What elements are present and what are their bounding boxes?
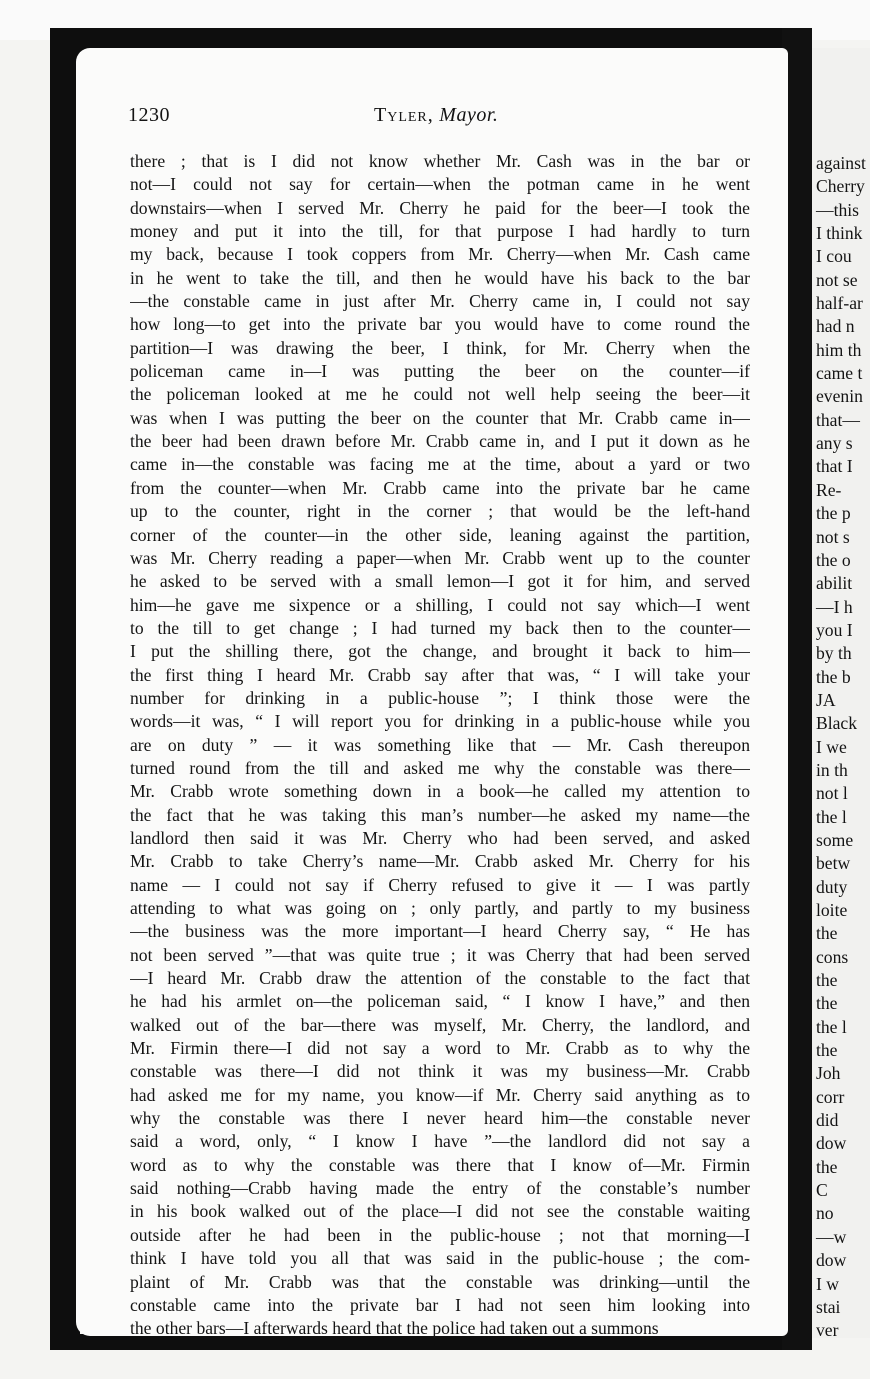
facing-page-line: duty <box>816 876 848 897</box>
text-line: name — I could not say if Cherry refused to give it — I was partly <box>130 874 750 895</box>
text-line: was Mr. Cherry reading a paper—when Mr. Crabb went up to the counter <box>130 547 750 568</box>
facing-page-line: the <box>816 993 838 1014</box>
text-line: outside after he had been in the public-house ; not that morning—I <box>130 1224 750 1245</box>
facing-page-line: no <box>816 1203 834 1224</box>
facing-page-line: the <box>816 1156 838 1177</box>
facing-page-line: ver <box>816 1320 839 1338</box>
facing-page-line: the <box>816 970 838 991</box>
text-line: Mr. Crabb wrote something down in a book—he called my attention to <box>130 781 750 802</box>
facing-page-line: —w <box>816 1226 847 1247</box>
text-line: in his book walked out of the place—I did not see the constable waiting <box>130 1201 750 1222</box>
facing-page-line: not se <box>816 269 858 290</box>
facing-page-line: C <box>816 1180 828 1201</box>
facing-page-line: half-ar <box>816 293 863 314</box>
text-line: came in—the constable was facing me at the time, about a yard or two <box>130 454 750 475</box>
facing-page-text <box>816 152 870 1338</box>
text-line: policeman came in—I was putting the beer on the counter—if <box>130 361 750 382</box>
running-head-name: Tyler, <box>374 104 434 126</box>
text-line: attending to what was going on ; only partly, and partly to my business <box>130 898 750 918</box>
text-line: Mr. Firmin there—I did not say a word to Mr. Crabb as to why the <box>130 1038 750 1059</box>
facing-page-line: the o <box>816 549 851 570</box>
text-line: not—I could not say for certain—when the potman came in he went <box>130 174 750 195</box>
facing-page-line: by th <box>816 643 852 664</box>
facing-page-line: betw <box>816 853 851 874</box>
facing-page-line: Joh <box>816 1063 841 1084</box>
facing-page-line: came t <box>816 363 863 384</box>
facing-page-line: in th <box>816 759 848 780</box>
text-line: why the constable was there I never heard him—the constable never <box>130 1108 750 1129</box>
facing-page-line: the b <box>816 666 851 687</box>
text-line: turned round from the till and asked me why the constable was there— <box>130 757 750 778</box>
text-line: the other bars—I afterwards heard that the police had taken out a summons <box>130 1318 659 1339</box>
text-line: constable came into the private bar I had not seen him looking into <box>130 1294 750 1315</box>
facing-page-line: I think <box>816 223 863 244</box>
text-line: Mr. Crabb to take Cherry’s name—Mr. Crabb asked Mr. Cherry for his <box>130 851 750 872</box>
text-line: —the constable came in just after Mr. Cherry came in, I could not say <box>130 291 750 312</box>
facing-page-line: Cherry <box>816 176 865 197</box>
text-line: walked out of the bar—there was myself, Mr. Cherry, the landlord, and <box>130 1014 750 1035</box>
text-line: —I heard Mr. Crabb draw the attention of the constable to the fact that <box>130 968 750 989</box>
facing-page-line: loite <box>816 900 848 920</box>
facing-page-line: the <box>816 923 838 944</box>
facing-page-line: not l <box>816 783 848 804</box>
facing-page-line: that— <box>816 409 860 430</box>
facing-page-line: evenin <box>816 386 863 407</box>
facing-page-line: abilit <box>816 573 853 594</box>
text-line: plaint of Mr. Crabb was that the constable was drinking—until the <box>130 1271 750 1292</box>
facing-page-line: I w <box>816 1273 839 1294</box>
text-line: had asked me for my name, you know—if Mr. Cherry said anything as to <box>130 1084 750 1105</box>
text-line: downstairs—when I served Mr. Cherry he paid for the beer—I took the <box>130 197 750 218</box>
facing-page-line: the l <box>816 806 847 827</box>
text-line: my back, because I took coppers from Mr. Cherry—when Mr. Cash came <box>130 244 750 265</box>
facing-page-line: I cou <box>816 246 852 267</box>
facing-page-fragment <box>812 48 870 1338</box>
facing-page-line: cons <box>816 946 849 967</box>
text-line: —the business was the more important—I heard Cherry say, “ He has <box>130 921 750 942</box>
facing-page-line: had n <box>816 316 855 337</box>
facing-page-line: the <box>816 1040 838 1061</box>
text-line: word as to why the constable was there that I know of—Mr. Firmin <box>130 1154 750 1175</box>
facing-page-line: the p <box>816 503 851 524</box>
text-line: number for drinking in a public-house ”; I think those were the <box>130 687 750 708</box>
running-head-title: Mayor. <box>439 104 499 126</box>
running-head <box>374 104 498 127</box>
text-line: the first thing I heard Mr. Crabb say after that was, “ I will take your <box>130 664 750 685</box>
text-line: are on duty ” — it was something like that — Mr. Cash thereupon <box>130 734 750 755</box>
text-line: I put the shilling there, got the change, and brought it back to him— <box>130 641 750 662</box>
text-line: said nothing—Crabb having made the entry of the constable’s number <box>130 1178 750 1199</box>
text-line: he had his armlet on—the policeman said, “ I know I have,” and then <box>130 991 750 1012</box>
text-line: he asked to be served with a small lemon—I got it for him, and served <box>130 571 750 592</box>
facing-page-line: not s <box>816 526 850 547</box>
facing-page-line: the l <box>816 1016 847 1037</box>
text-line: not been served ”—that was quite true ; it was Cherry that had been served <box>130 944 750 965</box>
text-line: him—he gave me sixpence or a shilling, I could not say which—I went <box>130 594 750 615</box>
text-line: partition—I was drawing the beer, I think, for Mr. Cherry when the <box>130 337 750 358</box>
text-line: from the counter—when Mr. Crabb came into the private bar he came <box>130 477 750 498</box>
page-number: 1230 <box>128 104 170 126</box>
text-line: in he went to take the till, and then he would have his back to the bar <box>130 267 750 288</box>
text-line: corner of the counter—in the other side, leaning against the partition, <box>130 524 750 545</box>
facing-page-line: —I h <box>816 596 853 617</box>
facing-page-line: Black <box>816 713 858 734</box>
text-line: the fact that he was taking this man’s number—he asked my name—the <box>130 804 750 825</box>
text-line: think I have told you all that was said in the public-house ; the com- <box>130 1248 750 1269</box>
facing-page-line: some <box>816 829 854 850</box>
text-line: landlord then said it was Mr. Cherry who had been served, and asked <box>130 827 750 848</box>
text-line: how long—to get into the private bar you would have to come round the <box>130 314 750 335</box>
facing-page-line: any s <box>816 433 853 454</box>
text-line: up to the counter, right in the corner ; that would be the left-hand <box>130 501 750 522</box>
facing-page-line: —this <box>816 199 860 220</box>
text-line: words—it was, “ I will report you for drinking in a public-house while you <box>130 711 750 732</box>
facing-page-line: you I <box>816 619 853 640</box>
facing-page-line: dow <box>816 1250 847 1271</box>
facing-page-line: did <box>816 1110 839 1131</box>
facing-page-line: stai <box>816 1296 841 1317</box>
facing-page-line: dow <box>816 1133 847 1154</box>
facing-page-line: I we <box>816 736 847 757</box>
facing-page-line: him th <box>816 339 862 360</box>
facing-page-line: Re- <box>816 479 842 500</box>
text-line: money and put it into the till, for that purpose I had hardly to turn <box>130 221 750 242</box>
facing-page-line: against <box>816 153 866 173</box>
text-line: there ; that is I did not know whether Mr. Cash was in the bar or <box>130 151 750 171</box>
text-line: the beer had been drawn before Mr. Crabb came in, and I put it down as he <box>130 431 750 452</box>
facing-page-line: corr <box>816 1086 845 1107</box>
text-line: constable was there—I did not think it was my business—Mr. Crabb <box>130 1061 750 1082</box>
text-line: said a word, only, “ I know I have ”—the landlord did not say a <box>130 1131 750 1152</box>
text-line: was when I was putting the beer on the counter that Mr. Crabb came in— <box>130 407 750 428</box>
page-body-text <box>130 150 750 1341</box>
text-line: to the till to get change ; I had turned my back then to the counter— <box>130 617 750 638</box>
text-line: the policeman looked at me he could not well help seeing the beer—it <box>130 384 750 405</box>
facing-page-line: JA <box>816 689 836 710</box>
facing-page-line: that I <box>816 456 853 477</box>
